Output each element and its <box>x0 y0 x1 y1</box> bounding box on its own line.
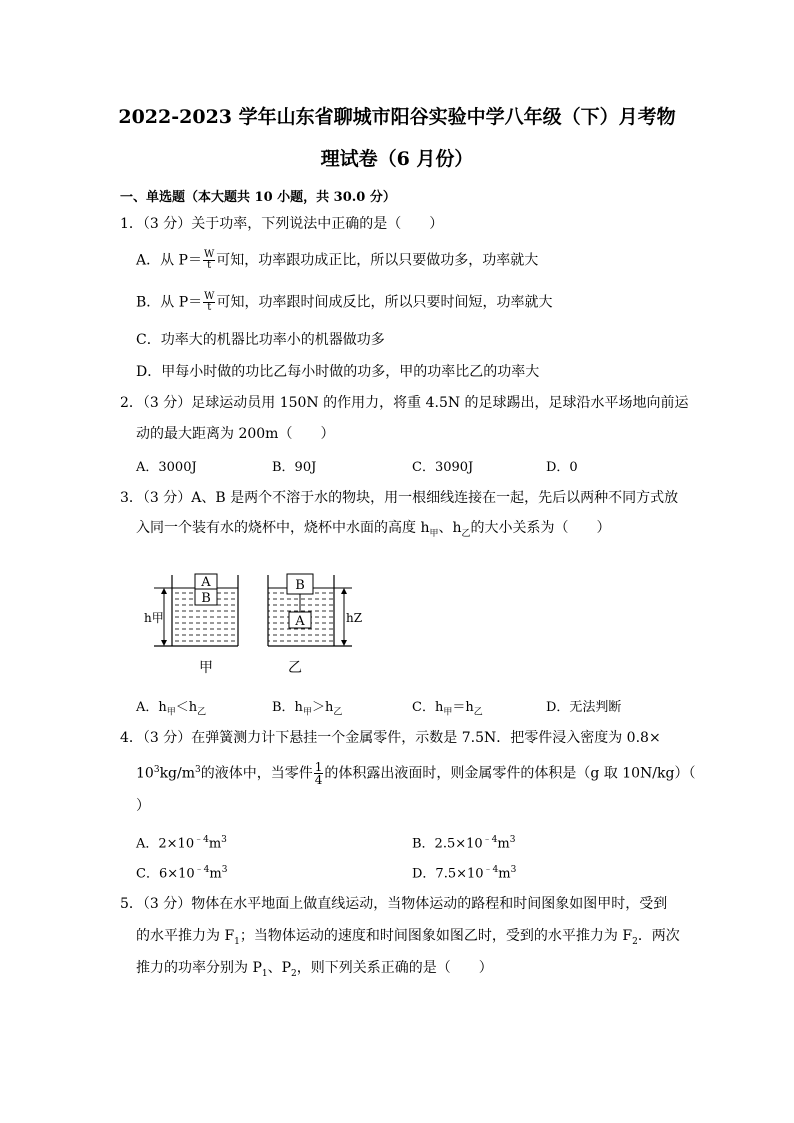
q3-stem2-mid: 、h <box>438 520 462 536</box>
q2-option-d: D．0 <box>546 460 578 475</box>
q5-s3a: 推力的功率分别为 P <box>136 960 262 976</box>
q4-a-cube: 3 <box>221 835 227 845</box>
q3-c-mid: ＝h <box>452 700 474 715</box>
q3-a-sub2: 乙 <box>197 707 207 718</box>
q1-option-c: C．功率大的机器比功率小的机器做功多 <box>136 332 385 348</box>
q4-d-sup: ﹣4 <box>483 865 499 875</box>
q4-b-unit: m <box>497 836 510 852</box>
q3-beaker-figure <box>140 560 363 685</box>
q4-d-cube: 3 <box>510 865 517 875</box>
q4-b-cube: 3 <box>509 835 516 845</box>
q1-option-b <box>136 292 552 313</box>
q1-stem: 1．（3 分）关于功率，下列说法中正确的是（ ） <box>120 216 444 232</box>
right-block-a-label: A <box>295 614 305 629</box>
q4-d-unit: m <box>498 866 511 882</box>
q4-b-sup: ﹣4 <box>482 835 498 845</box>
q1-a-fraction <box>203 250 215 271</box>
q4-stem2-c: 的液体中，当零件 <box>200 765 313 782</box>
q4-stem-line1: 4．（3 分）在弹簧测力计下悬挂一个金属零件，示数是 7.5N．把零件浸入密度为 0.8× <box>120 730 661 746</box>
q4-a-unit: m <box>208 836 222 852</box>
left-beaker <box>144 574 238 676</box>
right-height-label: hZ <box>346 611 363 625</box>
q3-option-d: D．无法判断 <box>546 700 622 715</box>
q4-sup1: 3 <box>153 765 160 775</box>
q5-s2c: ．两次 <box>637 928 680 944</box>
q4-option-d <box>412 862 516 881</box>
q3-a-sub1: 甲 <box>166 707 176 718</box>
q1-a-prefix: A．从 P＝ <box>136 252 202 269</box>
q2-option-b: B．90J <box>272 460 317 475</box>
q4-stem-line3: ） <box>136 798 150 814</box>
q1-option-a <box>136 250 538 271</box>
section-heading: 一、单选题（本大题共 10 小题，共 30.0 分） <box>120 190 396 205</box>
q3-a-mid: ＜h <box>175 700 198 715</box>
q1-b-fraction <box>203 292 215 313</box>
q4-ten: 10 <box>136 765 154 782</box>
left-caption: 甲 <box>199 660 213 676</box>
q4-stem-line2 <box>136 760 695 786</box>
q3-stem-line2 <box>136 518 611 544</box>
right-block-b-label: B <box>295 578 305 593</box>
exam-title-line1: 2022-2023 学年山东省聊城市阳谷实验中学八年级（下）月考物 <box>118 106 676 128</box>
q3-stem2-post: 的大小关系为（ ） <box>470 520 611 536</box>
q2-stem-line1: 2．（3 分）足球运动员用 150N 的作用力，将重 4.5N 的足球踢出，足球沿水平场地向前运 <box>120 395 689 411</box>
q4-option-c <box>136 862 227 881</box>
q3-stem2-pre: 入同一个装有水的烧杯中，烧杯中水面的高度 h <box>136 520 430 536</box>
q4-option-a <box>136 832 227 851</box>
frac-numerator: 1 <box>314 760 323 775</box>
right-beaker <box>268 574 362 676</box>
q3-b-sub2: 乙 <box>333 707 343 718</box>
frac-denominator: t <box>207 260 212 271</box>
q5-stem-line3 <box>136 958 493 984</box>
left-block-a-label: A <box>201 575 211 590</box>
q5-p2-sub: 2 <box>291 968 297 979</box>
q4-fraction <box>314 761 324 786</box>
q2-option-c: C．3090J <box>412 460 474 475</box>
q4-d-pre: D．7.5×10 <box>412 866 484 882</box>
q3-option-b <box>272 696 342 718</box>
q4-c-cube: 3 <box>221 865 228 875</box>
q5-p1-sub: 1 <box>261 968 268 979</box>
q4-sup2: 3 <box>195 765 201 775</box>
q3-c-pre: C．h <box>412 700 444 715</box>
right-caption: 乙 <box>288 660 302 676</box>
q3-b-pre: B．h <box>272 700 303 715</box>
q3-a-pre: A．h <box>136 700 167 715</box>
q4-c-sup: ﹣4 <box>194 865 210 875</box>
q5-f2-sub: 2 <box>632 936 638 947</box>
q4-unit: kg/m <box>159 765 195 782</box>
q1-b-prefix: B．从 P＝ <box>136 294 203 311</box>
frac-numerator: W <box>204 291 215 302</box>
q5-stem-line1: 5．（3 分）物体在水平地面上做直线运动，当物体运动的路程和时间图象如图甲时，受到 <box>120 896 668 912</box>
q3-option-c <box>412 696 483 718</box>
q1-option-d: D．甲每小时做的功比乙每小时做的功多，甲的功率比乙的功率大 <box>136 364 540 380</box>
frac-numerator: W <box>203 249 215 260</box>
frac-denominator: t <box>207 302 212 313</box>
q4-stem2-d: 的体积露出液面时，则金属零件的体积是（g 取 10N/kg）（ <box>324 765 696 782</box>
q3-b-mid: ＞h <box>311 700 334 715</box>
q4-b-pre: B．2.5×10 <box>412 836 483 852</box>
q4-c-unit: m <box>209 866 222 882</box>
q5-stem-line2 <box>136 926 680 952</box>
q5-s2b: ；当物体运动的速度和时间图象如图乙时，受到的水平推力为 F <box>239 928 633 944</box>
q5-s3c: ，则下列关系正确的是（ ） <box>296 960 493 976</box>
q5-s2a: 的水平推力为 F <box>136 928 235 944</box>
left-height-label: h甲 <box>144 611 164 625</box>
q3-c-sub2: 乙 <box>473 707 483 718</box>
q5-f1-sub: 1 <box>234 936 240 947</box>
q2-option-a: A．3000J <box>136 460 197 475</box>
q4-a-pre: A．2×10 <box>136 836 195 852</box>
q4-a-sup: ﹣4 <box>194 835 209 845</box>
q3-sub-jia: 甲 <box>429 528 439 539</box>
q3-option-a <box>136 696 206 718</box>
exam-title-line2: 理试卷（6 月份） <box>320 148 474 170</box>
q4-option-b <box>412 832 515 851</box>
left-block-b-label: B <box>201 591 211 606</box>
frac-denominator: 4 <box>314 773 323 788</box>
q3-stem-line1: 3．（3 分）A、B 是两个不溶于水的物块，用一根细线连接在一起，先后以两种不同方式放 <box>120 490 679 506</box>
q4-c-pre: C．6×10 <box>136 866 195 882</box>
q1-a-suffix: 可知，功率跟功成正比，所以只要做功多，功率就大 <box>216 252 539 269</box>
q3-sub-yi: 乙 <box>461 528 471 539</box>
q1-b-suffix: 可知，功率跟时间成反比，所以只要时间短，功率就大 <box>216 294 553 311</box>
q5-s3b: 、P <box>267 960 292 976</box>
q3-b-sub1: 甲 <box>302 707 312 718</box>
q3-c-sub1: 甲 <box>443 707 453 718</box>
q2-stem-line2: 动的最大距离为 200m（ ） <box>136 426 335 442</box>
